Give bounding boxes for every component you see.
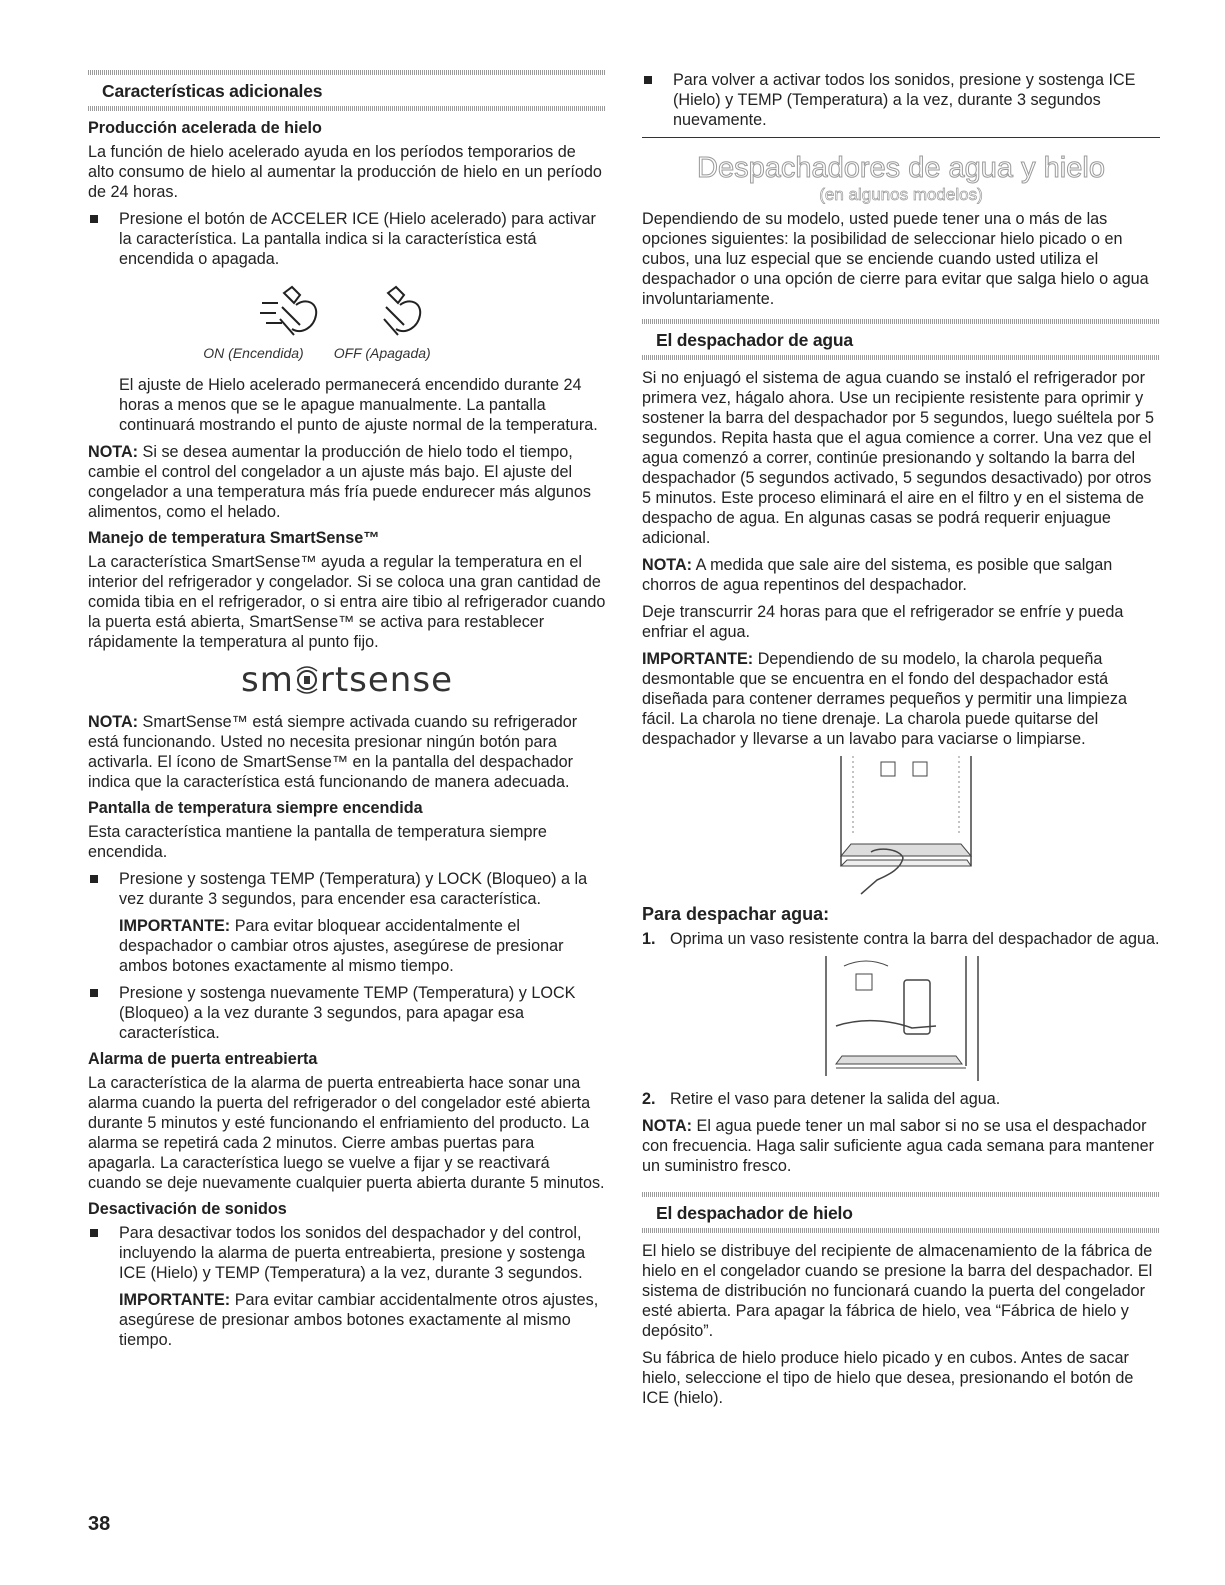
dispensers-heading: Despachadores de agua y hielo bbox=[697, 152, 1105, 184]
accel-ice-off-icon bbox=[378, 283, 434, 341]
paragraph: La característica SmartSense™ ayuda a regular la temperatura en el interior del refrigerador y congelador. Si se coloca una gran cantidad de comida tibia en el refrigerador, o si entra aire tibio al refrigerador cuando la puerta está abierta, SmartSense™ se activa para restablecer rápidamente la temperatura al punto fijo. bbox=[88, 553, 606, 651]
bullet-list bbox=[88, 869, 606, 909]
caption-off: OFF (Apagada) bbox=[333, 345, 431, 361]
paragraph: El hielo se distribuye del recipiente de almacenamiento de la fábrica de hielo en el congelador cuando se presione la barra del despachador. El sistema de distribución no funcionará cuando la puerta del congelador esté abierta. Para apagar la fábrica de hielo, vea “Fábrica de hielo y depósito”. bbox=[642, 1242, 1153, 1340]
paragraph: El ajuste de Hielo acelerado permanecerá encendido durante 24 horas a menos que se le apague manualmente. La pantalla continuará mostrando el punto de ajuste normal de la temperatura. bbox=[119, 376, 598, 434]
step-item: 2. Retire el vaso para detener la salida del agua. bbox=[642, 1090, 1001, 1108]
accel-ice-icons bbox=[88, 283, 606, 341]
paragraph: Esta característica mantiene la pantalla de temperatura siempre encendida. bbox=[88, 823, 547, 861]
glass-dispense-illustration bbox=[642, 956, 1160, 1081]
important-paragraph: IMPORTANTE: Dependiendo de su modelo, la charola pequeña desmontable que se encuentra en el fondo del despachador está diseñada para contener derrames pequeños y permitir una limpieza fácil. La charola no tiene drenaje. La charola puede quitarse del despachador y llevarse a un lavabo para vaciarse o limpiarse. bbox=[642, 650, 1128, 748]
paragraph: Dependiendo de su modelo, usted puede tener una o más de las opciones siguientes: la posibilidad de seleccionar hielo picado o en cubos, una luz especial que se enciende cuando usted utiliza el despachador o una opción de cierre para evitar que salga hielo o agua involuntariamente. bbox=[642, 210, 1149, 308]
accel-ice-on-icon bbox=[260, 283, 328, 341]
heading-accelerated-ice: Producción acelerada de hielo bbox=[88, 119, 322, 137]
list-item: Para desactivar todos los sonidos del despachador y del control, incluyendo la alarma de puerta entreabierta, presione y sostenga ICE (Hielo) y TEMP (Temperatura) a la vez, durante 3 segundos. bbox=[88, 1223, 606, 1283]
bullet-list bbox=[88, 209, 606, 269]
steps-list bbox=[642, 1089, 1160, 1109]
caption-on: ON (Encendida) bbox=[203, 345, 304, 361]
section-title: El despachador de hielo bbox=[656, 1203, 853, 1223]
section-title: El despachador de agua bbox=[656, 330, 853, 350]
heading-smartsense: Manejo de temperatura SmartSense™ bbox=[88, 529, 380, 547]
section-header-additional-features bbox=[88, 70, 606, 111]
drip-tray-illustration bbox=[642, 756, 1160, 896]
note-paragraph: NOTA: A medida que sale aire del sistema, es posible que salgan chorros de agua repentinos del despachador. bbox=[642, 556, 1113, 594]
page-number: 38 bbox=[88, 1513, 111, 1535]
smartsense-logo: sm rtsense bbox=[241, 660, 453, 700]
bullet-list bbox=[642, 70, 1160, 130]
paragraph: Si no enjuagó el sistema de agua cuando se instaló el refrigerador por primera vez, hágalo ahora. Use un recipiente resistente para oprimir y sostener la barra del despachador por 5 segundos, luego suéltela por 5 segundos. Repita hasta que el agua comience a correr. Una vez que el agua comenzó a correr, continúe presionando y soltando la barra del despachador (5 segundos activado, 5 segundos desactivado) por otros 5 minutos. Este proceso eliminará el aire en el filtro y en el sistema de despacho de agua. En algunas casas se podrá requerir enjuague adicional. bbox=[642, 369, 1155, 547]
paragraph: Su fábrica de hielo produce hielo picado y en cubos. Antes de sacar hielo, seleccione el tipo de hielo que desea, presionando el botón de ICE (hielo). bbox=[642, 1349, 1134, 1407]
steps-list bbox=[642, 929, 1160, 949]
divider bbox=[642, 137, 1160, 138]
list-item: Presione y sostenga TEMP (Temperatura) y LOCK (Bloqueo) a la vez durante 3 segundos, para encender esa característica. bbox=[88, 869, 606, 909]
section-header-water-dispenser bbox=[642, 319, 1160, 360]
paragraph: La función de hielo acelerado ayuda en los períodos temporarios de alto consumo de hielo al aumentar la producción de hielo en un período de 24 horas. bbox=[88, 143, 602, 201]
bullet-list bbox=[88, 1223, 606, 1283]
important-paragraph: IMPORTANTE: Para evitar cambiar accidentalmente otros ajustes, asegúrese de presionar ambos botones exactamente al mismo tiempo. bbox=[119, 1291, 599, 1349]
list-item: Presione el botón de ACCELER ICE (Hielo acelerado) para activar la característica. La pantalla indica si la característica está encendida o apagada. bbox=[88, 209, 606, 269]
icon-captions bbox=[28, 345, 606, 361]
heading-always-on-display: Pantalla de temperatura siempre encendida bbox=[88, 799, 423, 817]
smartsense-symbol-icon bbox=[294, 665, 320, 695]
paragraph: La característica de la alarma de puerta entreabierta hace sonar una alarma cuando la puerta del refrigerador o del congelador esté abierta durante 5 minutos y esté funcionando el enfriamiento del producto. La alarma se repetirá cada 2 minutos. Cierre ambas puertas para apagarla. La característica luego se vuelve a fijar y se reactivará cuando se deje nuevamente cualquier puerta abierta durante 5 minutos. bbox=[88, 1074, 605, 1192]
note-paragraph: NOTA: SmartSense™ está siempre activada cuando su refrigerador está funcionando. Usted no necesita presionar ningún botón para activarla. El ícono de SmartSense™ en la pantalla del despachador indica que la característica está funcionando de manera adecuada. bbox=[88, 713, 578, 791]
important-paragraph: IMPORTANTE: Para evitar bloquear accidentalmente el despachador o cambiar otros ajustes, asegúrese de presionar ambos botones exactamente al mismo tiempo. bbox=[119, 917, 564, 975]
list-item: Presione y sostenga nuevamente TEMP (Temperatura) y LOCK (Bloqueo) a la vez durante 3 segundos, para apagar esa característica. bbox=[88, 983, 606, 1043]
heading-door-alarm: Alarma de puerta entreabierta bbox=[88, 1050, 318, 1068]
step-item: 1. Oprima un vaso resistente contra la barra del despachador de agua. bbox=[642, 930, 1160, 948]
right-column bbox=[642, 70, 1160, 1415]
note-paragraph: NOTA: Si se desea aumentar la producción de hielo todo el tiempo, cambie el control del congelador a un ajuste más bajo. El ajuste del congelador a una temperatura más fría puede endurecer más algunos alimentos, como el helado. bbox=[88, 443, 592, 521]
list-item: Para volver a activar todos los sonidos, presione y sostenga ICE (Hielo) y TEMP (Temperatura) a la vez, durante 3 segundos nuevamente. bbox=[642, 70, 1160, 130]
dispensers-subheading: (en algunos modelos) bbox=[819, 185, 983, 204]
heading-sound-off: Desactivación de sonidos bbox=[88, 1200, 287, 1218]
heading-dispense-water: Para despachar agua: bbox=[642, 904, 830, 924]
left-column bbox=[88, 70, 606, 1357]
section-header-ice-dispenser bbox=[642, 1192, 1160, 1233]
bullet-list bbox=[88, 983, 606, 1043]
paragraph: Deje transcurrir 24 horas para que el refrigerador se enfríe y pueda enfriar el agua. bbox=[642, 603, 1124, 641]
section-title: Características adicionales bbox=[102, 81, 323, 101]
note-paragraph: NOTA: El agua puede tener un mal sabor si no se usa el despachador con frecuencia. Haga salir suficiente agua cada semana para mantener un suministro fresco. bbox=[642, 1117, 1155, 1175]
dispensers-title bbox=[642, 152, 1160, 205]
